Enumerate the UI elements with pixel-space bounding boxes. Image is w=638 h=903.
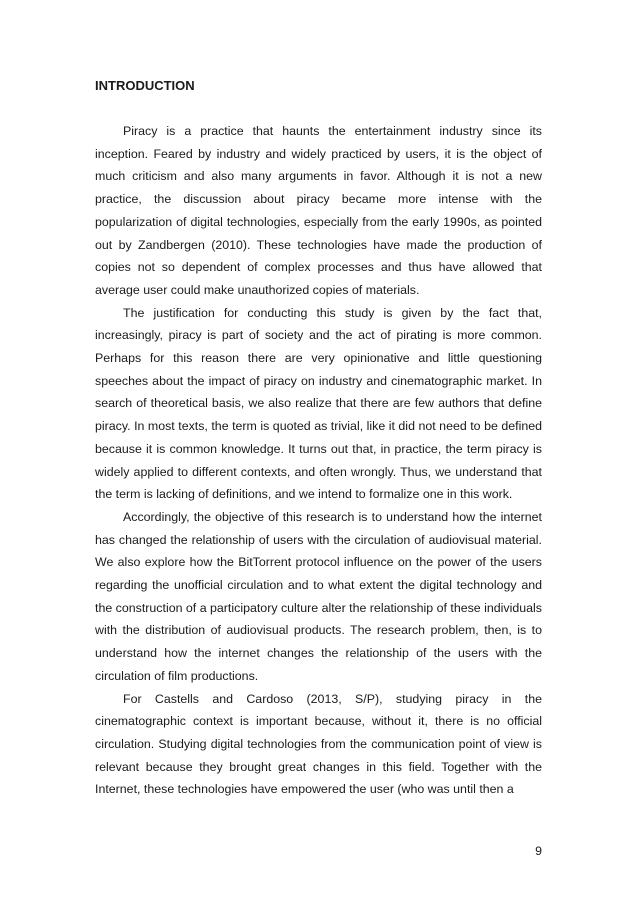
paragraph: Accordingly, the objective of this research is to understand how the internet has changed the relationship of users with the circulation of audiovisual material. We also explore how the BitTorrent protocol influence on the power of the users regarding the unofficial circulation and to what extent the digital technology and the construction of a participatory culture alter the relationship of these individuals with the distribution of audiovisual products. The research problem, then, is to understand how the internet changes the relationship of the users with the circulation of film productions. bbox=[95, 509, 543, 683]
paragraph: Piracy is a practice that haunts the entertainment industry since its inception. Feared by industry and widely practiced by users, it is the object of much criticism and also many arguments in favor. Although it is not a new practice, the discussion about piracy became more intense with the popularization of digital technologies, especially from the early 1990s, as pointed out by Zandbergen (2010). These technologies have made the production of copies not so dependent of complex processes and thus have allowed that average user could make unauthorized copies of materials. bbox=[95, 124, 542, 297]
paragraph: For Castells and Cardoso (2013, S/P), studying piracy in the cinematographic context is important because, without it, there is no official circulation. Studying digital technologies from the communication point of view is relevant because they brought great changes in this field. Together with the Internet, these technologies have empowered the user (who was until then a bbox=[95, 691, 542, 797]
body-text bbox=[95, 120, 542, 801]
section-heading: INTRODUCTION bbox=[95, 78, 195, 93]
page-number: 9 bbox=[535, 844, 542, 858]
paragraph: The justification for conducting this study is given by the fact that, increasingly, piracy is part of society and the act of pirating is more common. Perhaps for this reason there are very opinionative and little questioning speeches about the impact of piracy on industry and cinematographic market. In search of theoretical basis, we also realize that there are few authors that define piracy. In most texts, the term is quoted as trivial, like it did not need to be defined because it is common knowledge. It turns out that, in practice, the term piracy is widely applied to different contexts, and often wrongly. Thus, we understand that the term is lacking of definitions, and we intend to formalize one in this work. bbox=[95, 305, 542, 502]
